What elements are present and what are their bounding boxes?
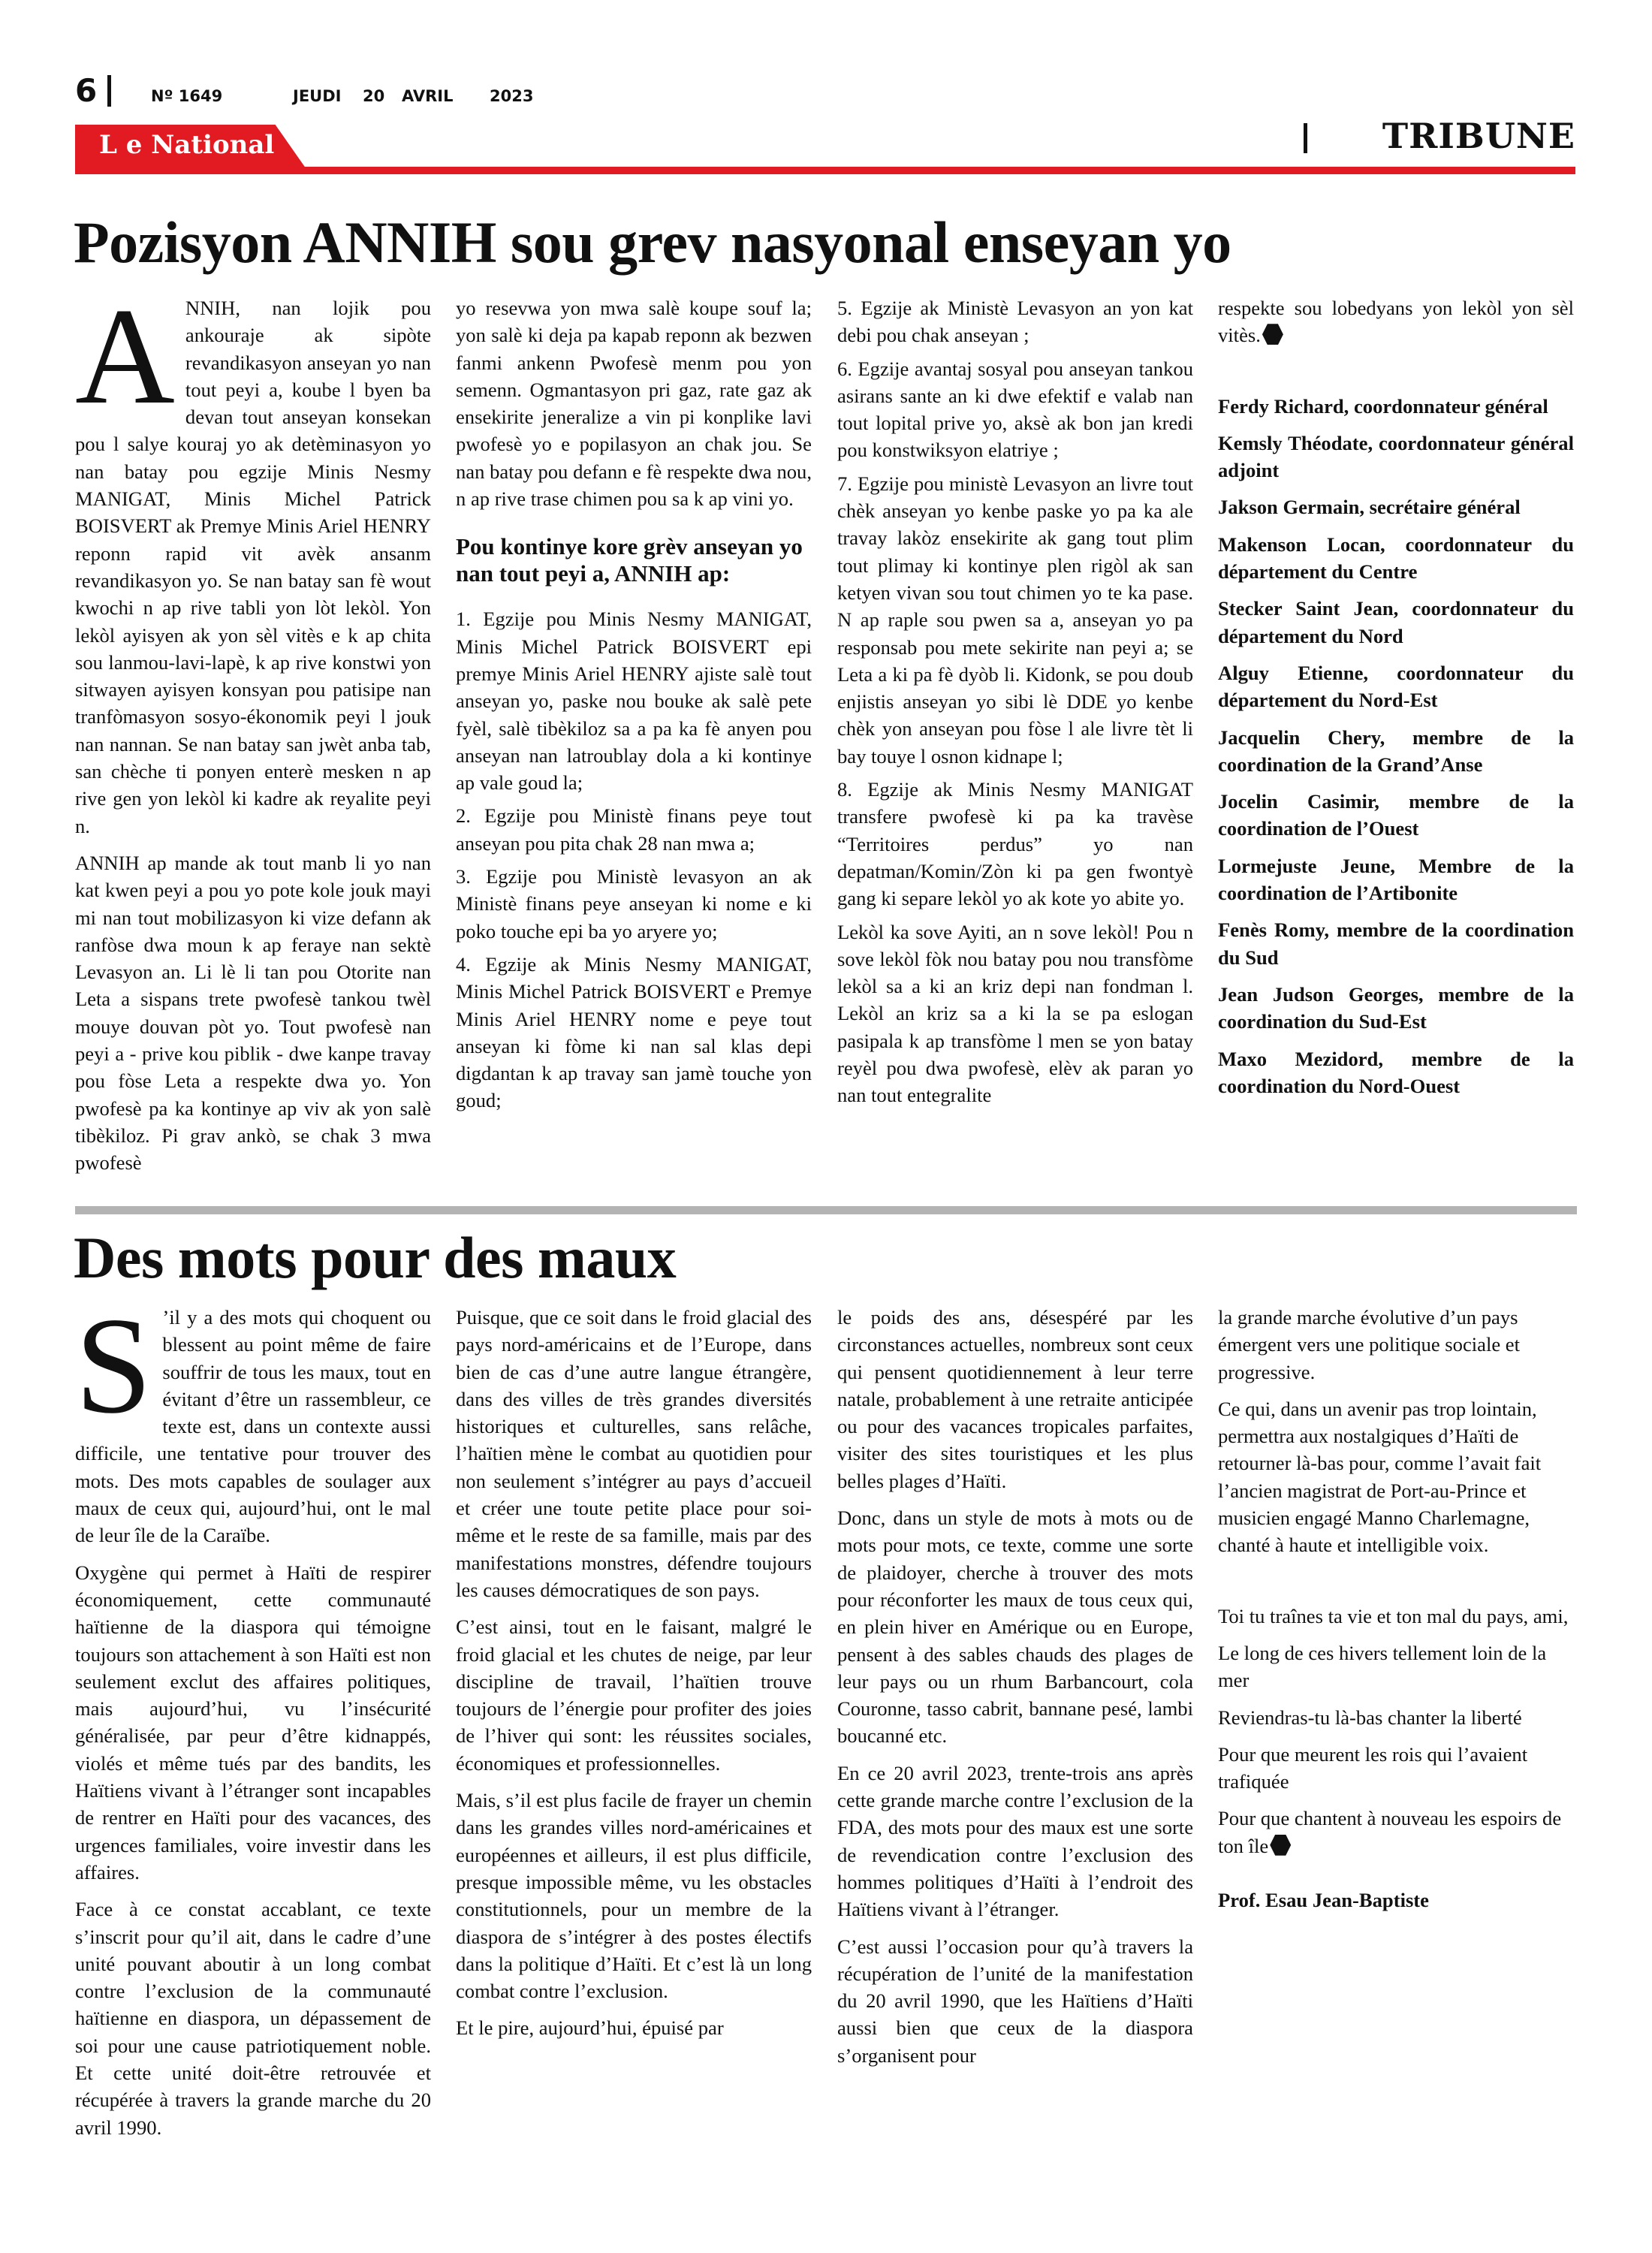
article1-column-3 [837, 294, 1193, 1119]
article1-subheading: Pou kontinye kore grèv anseyan yo nan tout peyi a, ANNIH ap: [456, 533, 803, 587]
poem-line: Le long de ces hivers tellement loin de la mer [1218, 1641, 1547, 1692]
signatory: Jakson Germain, secrétaire général [1218, 496, 1521, 519]
article1-paragraph: Lekòl ka sove Ayiti, an n sove lekòl! Pou n sove lekòl fòk nou batay pou nou transfòme lekòl sa a ki an kriz depi nan fondman l. Lekòl an kriz sa a ki la se pa eslogan pasipala k ap transfòme l men se yon batay reyèl pou dwa pwofesè, elèv ak paran yo nan tout entegralite [837, 920, 1193, 1107]
demand-item: 6. Egzije avantaj sosyal pou anseyan tankou asirans sante an ki dwe efektif e valab nan tout lopital prive yo, aksè ak bon jan kredi pou konstwiksyon elatriye ; [837, 357, 1193, 462]
poem-line: Pour que chantent à nouveau les espoirs de ton île [1218, 1807, 1562, 1857]
article2-paragraph: le poids des ans, désespéré par les circonstances actuelles, nombreux sont ceux qui pensent quotidiennement à leur terre natale, probablement à une retraite anticipée ou pour des vacances tropicales parfaites, visiter des sites touristiques et les plus belles plages d’Haïti. [837, 1306, 1193, 1492]
issue-month: AVRIL [402, 87, 454, 105]
article2-column-1 [75, 1289, 431, 2151]
article2-paragraph: Mais, s’il est plus facile de frayer un chemin dans les grandes villes nord-américaines et européennes et ailleurs, il est plus difficile, presque impossible même, vu les obstacles constitutionnels, pour un membre de la diaspora de s’intégrer à des postes électifs dans la politique d’Haïti. Et c’est là un long combat contre l’exclusion. [456, 1789, 812, 2003]
page-number: 6 [75, 72, 98, 109]
article1-paragraph: respekte sou lobedyans yon lekòl yon sèl vitès. [1218, 297, 1574, 347]
header-rule [75, 167, 1575, 174]
demand-item: 2. Egzije pou Ministè finans peye tout anseyan pou pita chak 28 nan mwa a; [456, 804, 812, 855]
issue-year: 2023 [490, 87, 534, 105]
poem-line: Pour que meurent les rois qui l’avaient trafiquée [1218, 1742, 1528, 1793]
poem-line: Toi tu traînes ta vie et ton mal du pays, ami, [1218, 1604, 1569, 1627]
article2-author: Prof. Esau Jean-Baptiste [1218, 1889, 1429, 1912]
signatory: Stecker Saint Jean, coordonnateur du département du Nord [1218, 597, 1574, 647]
hexagon-end-icon [1262, 324, 1283, 345]
page-number-block [75, 74, 111, 108]
article2-paragraph: Face à ce constat accablant, ce texte s’inscrit pour qu’il ait, dans le cadre d’une unité pouvant aboutir à un long combat contre l’exclusion de la communauté haïtienne en diaspora, un dépassement de soi pour une cause patriotiquement noble. Et cette unité doit-être retrouvée et récupérée à travers la grande marche du 20 avril 1990. [75, 1898, 431, 2139]
article1-paragraph: yo resevwa yon mwa salè koupe souf la; yon salè ki deja pa kapab reponn ak bezwen fanmi ankenn Pwofesè menm pou yon semenn. Ogmantasyon pri gaz, rate gaz ak ensekirite jeneralize a vin pi konplike lavi pwofesè yo e popilasyon an chak jou. Se nan batay pou defann e fè respekte dwa nou, n ap rive trase chimen pou sa k ap vini yo. [456, 297, 812, 511]
brand-name: L e National [99, 130, 275, 160]
article2-paragraph: la grande marche évolutive d’un pays émergent vers une politique sociale et progressive. [1218, 1306, 1520, 1383]
demand-item: 8. Egzije ak Minis Nesmy MANIGAT transfere pwofesè ki pa ka travèse “Territoires perdus” yo nan depatman/Komin/Zòn ki pa gen fwontyè gang ki separe lekòl yo ak kote yo abite yo. [837, 778, 1193, 910]
article2-dropcap: S [75, 1289, 152, 1442]
article1-title: Pozisyon ANNIH sou grev nasyonal enseyan yo [74, 210, 1231, 275]
article2-paragraph: En ce 20 avril 2023, trente-trois ans après cette grande marche contre l’exclusion de la FDA, des mots pour des maux est une sorte de revendication contre l’exclusion des hommes politiques d’Haïti à l’endroit des Haïtiens vivant à l’étranger. [837, 1761, 1193, 1921]
signatory: Jocelin Casimir, membre de la coordination de l’Ouest [1218, 790, 1574, 840]
article-divider [75, 1206, 1577, 1214]
article1-dropcap: A [75, 279, 175, 433]
section-label: TRIBUNE [1382, 116, 1575, 156]
demand-item: 4. Egzije ak Minis Nesmy MANIGAT, Minis Michel Patrick BOISVERT e Premye Minis Ariel HENRY nome e peye tout anseyan ki fòme ki nan sal klas depi digdantan k ap travay san jamè touche yon goud; [456, 952, 812, 1112]
article2-paragraph: Ce qui, dans un avenir pas trop lointain, permettra aux nostalgiques d’Haïti de retourner là-bas pour, comme l’avait fait l’ancien magistrat de Port-au-Prince et musicien engagé Manno Charlemagne, chanté à haute et intelligible voix. [1218, 1397, 1542, 1557]
demand-item: 3. Egzije pou Ministè levasyon an ak Ministè finans peye anseyan ki nome e ki poko touche epi ba yo aryere yo; [456, 865, 812, 943]
article2-column-2 [456, 1304, 812, 2052]
issue-date: 20 [363, 87, 385, 105]
issue-number: Nº 1649 [151, 87, 223, 105]
article2-paragraph: C’est aussi l’occasion pour qu’à travers la récupération de l’unité de la manifestation du 20 avril 1990, que les Haïtiens d’Haïti aussi bien que ceux de la diaspora s’organisent pour [837, 1935, 1193, 2067]
article2-paragraph: Et le pire, aujourd’hui, épuisé par [456, 2016, 724, 2040]
hexagon-end-icon [1270, 1835, 1291, 1856]
article2-paragraph: C’est ainsi, tout en le faisant, malgré le froid glacial et les chutes de neige, par leur discipline de travail, l’haïtien trouve toujours de l’énergie pour profiter des joies de l’hiver qui sont: les réussites sociales, économiques et professionnelles. [456, 1615, 812, 1775]
article2-title: Des mots pour des maux [74, 1225, 677, 1290]
signatory: Jacquelin Chery, membre de la coordination de la Grand’Anse [1218, 725, 1574, 776]
signatory: Maxo Mezidord, membre de la coordination du Nord-Ouest [1218, 1047, 1574, 1097]
section-divider [1304, 123, 1307, 153]
article2-paragraph: Puisque, que ce soit dans le froid glacial des pays nord-américains et de l’Europe, dans bien de cas d’une autre langue étrangère, dans des villes de très grandes diversités historiques et culturelles, sans relâche, l’haïtien mène le combat au quotidien pour non seulement s’intégrer au pays d’accueil et créer une toute petite place pour soi-même et le reste de sa famille, mais par des manifestations monstres, défendre toujours les causes démocratiques de son pays. [456, 1306, 812, 1601]
signatory: Fenès Romy, membre de la coordination du Sud [1218, 918, 1574, 969]
demand-item: 5. Egzije ak Ministè Levasyon an yon kat debi pou chak anseyan ; [837, 297, 1193, 347]
issue-day: JEUDI [293, 87, 342, 105]
demand-item: 7. Egzije pou ministè Levasyon an livre tout chèk anseyan yo kenbe paske yo pa ka ale travay lakòz ensekirite ak gang tout plim tout plimay ki kontinye plen rigòl ak san ketyen vivan sou tout chimen yo te ka pase. N ap raple sou pwen sa a, anseyan yo pa responsab pou mete sekirite nan peyi a; se Leta a ki pa fè dyòb li. Kidonk, se pou doub enjistis anseyan yo sibi lè DDE yo kenbe chèk yon anseyan pou fòse l ale livre tèt li bay touye l osnon kidnape l; [837, 472, 1193, 768]
poem-line: Reviendras-tu là-bas chanter la liberté [1218, 1706, 1522, 1729]
article1-paragraph: ANNIH ap mande ak tout manb li yo nan kat kwen peyi a pou yo pote kole jouk mayi mi nan tout mobilizasyon ki vize defann ak ranfòse dwa moun k ap feraye nan sektè Levasyon an. Li lè li tan pou Otorite nan Leta a sispans trete pwofesè tankou twèl mouye douvan pòt yo. Tout pwofesè nan peyi a - prive kou piblik - dwe kanpe travay pou fòse Leta a respekte dwa yo. Yon pwofesè pa ka kontinye ap viv ak yon salè tibèkiloz. Pi grav ankò, se chak 3 mwa pwofesè [75, 851, 431, 1175]
signatory: Alguy Etienne, coordonnateur du département du Nord-Est [1218, 661, 1574, 712]
signatory: Jean Judson Georges, membre de la coordination du Sud-Est [1218, 982, 1574, 1033]
signatory: Kemsly Théodate, coordonnateur général adjoint [1218, 431, 1574, 482]
article1-column-4 [1218, 294, 1574, 1109]
signatory: Lormejuste Jeune, Membre de la coordination de l’Artibonite [1218, 854, 1574, 905]
article1-column-1 [75, 279, 431, 1187]
signatory: Makenson Locan, coordonnateur du département du Centre [1218, 532, 1574, 584]
article1-column-2 [456, 294, 812, 1120]
article2-paragraph: ’il y a des mots qui choquent ou blessent au point même de faire souffrir de tous les maux, tout en évitant d’être un rassembleur, ce texte est, dans un contexte aussi difficile, une tentative pour trouver des mots. Des mots capables de soulager aux maux de ceux qui, aujourd’hui, ont le mal de leur île de la Caraïbe. [75, 1306, 431, 1547]
signatory: Ferdy Richard, coordonnateur général [1218, 394, 1548, 418]
article2-column-3 [837, 1304, 1193, 2079]
article2-column-4 [1218, 1304, 1574, 1923]
article2-paragraph: Oxygène qui permet à Haïti de respirer économiquement, cette communauté haïtienne de la diaspora qui témoigne toujours son attachement à son Haïti est non seulement exclut des affaires politiques, mais aujourd’hui, vu l’insécurité généralisée, par peur d’être kidnappés, violés et même tués par des bandits, les Haïtiens vivant à l’étranger sont incapables de rentrer en Haïti pour des vacances, des urgences familiales, voire investir dans les affaires. [75, 1561, 431, 1884]
article1-paragraph: NNIH, nan lojik pou ankouraje ak sipòte revandikasyon anseyan yo nan tout peyi a, koube l byen ba devan tout anseyan konsekan pou l salye kouraj yo ak detèminasyon yo nan batay pou egzije Minis Nesmy MANIGAT, Minis Michel Patrick BOISVERT ak Premye Minis Ariel HENRY reponn rapid vit avèk ansanm revandikasyon yo. Se nan batay san fè wout kwochi n ap rive tabli yon lòt lekòl. Yon lekòl ayisyen ak yon sèl vitès e k ap chita sou lanmou-lavi-lapè, k ap rive konstwi yon sitwayen ayisyen konsyan pou patisipe nan tranfòmasyon sosyo-ékonomik peyi l jouk nan nannan. Se nan batay san jwèt anba tab, san chèche ti ponyen enterè mesken n ap rive gen yon lekòl ki kadre ak reyalite peyi n. [75, 297, 431, 837]
page-number-divider [107, 75, 111, 107]
article2-paragraph: Donc, dans un style de mots à mots ou de mots pour mots, ce texte, comme une sorte de plaidoyer, cherche à trouver des mots pour réconforter les maux de tous ceux qui, en plein hiver en Amérique ou en Europe, pensent à des sables chauds des plages de leur pays ou un rhum Barbancourt, cola Couronne, tasso cabrit, bannane pesé, lambi boucanné etc. [837, 1507, 1193, 1748]
demand-item: 1. Egzije pou Minis Nesmy MANIGAT, Minis Michel Patrick BOISVERT epi premye Minis Ariel HENRY ajiste salè tout anseyan yo, paske nou bouke ak salè pete fyèl, salè tibèkiloz sa a pa ka fè anyen pou anseyan nan latroublay dola a ki kontinye ap vale goud la; [456, 608, 812, 795]
